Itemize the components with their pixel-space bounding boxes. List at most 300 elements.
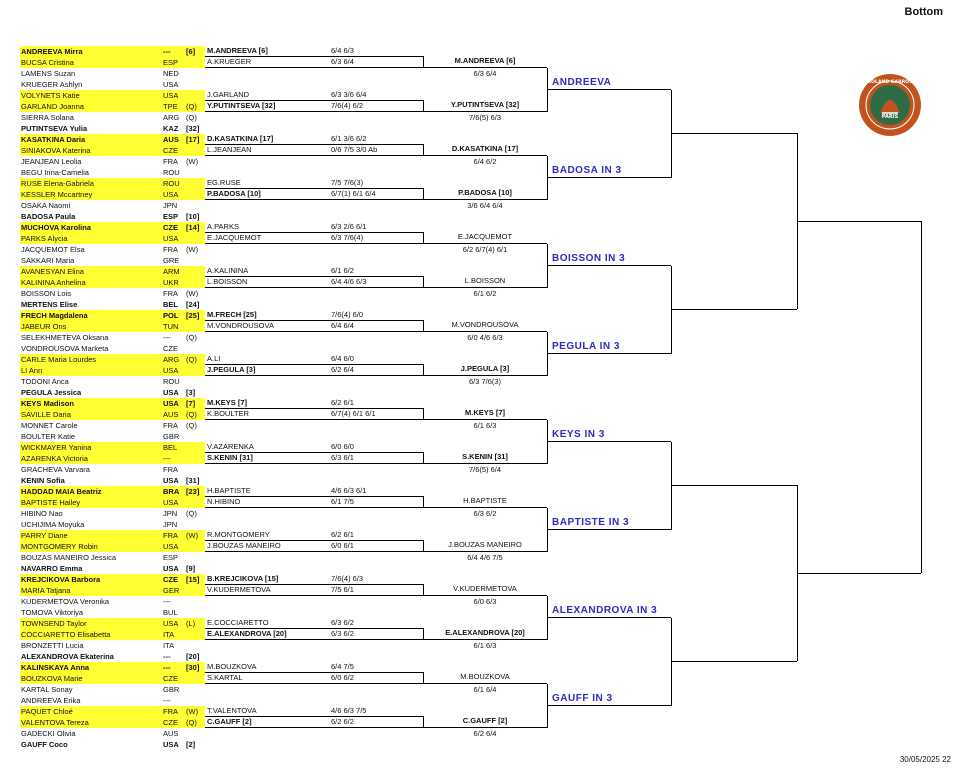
svg-text:PARIS: PARIS [881, 114, 899, 120]
player-name: GARLAND Joanna [21, 102, 84, 111]
player-row [20, 79, 205, 90]
player-seed: (Q) [186, 718, 197, 727]
player-country: CZE [163, 344, 178, 353]
player-name: ANDREEVA Mirra [21, 47, 83, 56]
player-name: RUSE Elena-Gabriela [21, 179, 94, 188]
player-seed: (Q) [186, 355, 197, 364]
player-country: USA [163, 388, 179, 397]
r2-score: 6/2 6/7(4) 6/1 [462, 245, 508, 254]
r1-top-score: 4/6 6/3 6/1 [331, 486, 367, 495]
player-country: JPN [163, 520, 178, 529]
r2-winner-line [423, 584, 547, 596]
r1-bottom-score: 6/1 7/5 [331, 497, 354, 506]
r1-top-line [205, 530, 423, 541]
player-row [20, 563, 205, 574]
r3-connector [671, 266, 672, 354]
player-country: ARM [163, 267, 180, 276]
r2-winner: M.BOUZKOVA [460, 672, 510, 681]
r1-bottom-score: 6/3 6/1 [331, 453, 354, 462]
r1-match [205, 90, 423, 134]
r1-top-line [205, 442, 423, 453]
player-row [20, 321, 205, 332]
player-name: KARTAL Sonay [21, 685, 73, 694]
r1-match [205, 574, 423, 618]
r2-score: 6/0 4/6 6/3 [467, 333, 503, 342]
r1-match [205, 46, 423, 90]
player-country: ROU [163, 168, 180, 177]
player-row [20, 695, 205, 706]
player-row [20, 46, 205, 57]
player-country: CZE [163, 575, 178, 584]
player-name: MONNET Carole [21, 421, 78, 430]
r2-winner-line [423, 364, 547, 376]
r2-winner-line [423, 628, 547, 640]
player-country: --- [163, 696, 171, 705]
player-country: GBR [163, 432, 180, 441]
player-row [20, 706, 205, 717]
player-name: WICKMAYER Yanina [21, 443, 92, 452]
r1-bottom-score: 7/5 6/1 [331, 585, 354, 594]
r1-top-score: 4/6 6/3 7/5 [331, 706, 367, 715]
qf-line [671, 661, 797, 662]
r1-top-line [205, 90, 423, 101]
player-country: CZE [163, 718, 178, 727]
player-name: PARRY Diane [21, 531, 68, 540]
player-row [20, 442, 205, 453]
r1-bottom-score: 6/7(1) 6/1 6/4 [331, 189, 376, 198]
r1-bottom-player: S.KENIN [31] [207, 453, 253, 462]
r3-winner-line [547, 339, 671, 354]
player-country: NED [163, 69, 179, 78]
player-row [20, 288, 205, 299]
player-name: SELEKHMETEVA Oksana [21, 333, 109, 342]
player-country: USA [163, 234, 179, 243]
player-country: USA [163, 542, 179, 551]
qf-line [671, 133, 797, 134]
player-name: JABEUR Ons [21, 322, 67, 331]
player-name: BOULTER Katie [21, 432, 76, 441]
player-country: TUN [163, 322, 179, 331]
player-name: BRONZETTI Lucia [21, 641, 84, 650]
r2-winner-line [423, 188, 547, 200]
player-name: PEGULA Jessica [21, 388, 82, 397]
player-row [20, 453, 205, 464]
r2-winner-line [423, 408, 547, 420]
player-seed: (L) [186, 619, 196, 628]
r1-top-line [205, 486, 423, 497]
r1-bottom-line [205, 321, 423, 332]
player-name: AZARENKA Victoria [21, 454, 88, 463]
player-seed: [3] [186, 388, 196, 397]
player-seed: (W) [186, 707, 199, 716]
player-country: USA [163, 498, 179, 507]
r1-top-line [205, 618, 423, 629]
player-name: COCCIARETTO Elisabetta [21, 630, 111, 639]
r1-top-score: 6/0 6/0 [331, 442, 354, 451]
player-name: KENIN Sofia [21, 476, 65, 485]
sf-line [797, 573, 921, 574]
r1-bottom-line [205, 717, 423, 728]
player-row [20, 233, 205, 244]
player-row [20, 552, 205, 563]
player-name: KALINSKAYA Anna [21, 663, 90, 672]
r1-top-score: 6/4 6/0 [331, 354, 354, 363]
player-country: GBR [163, 685, 180, 694]
first-round-player-list [20, 46, 205, 750]
player-name: ANDREEVA Erika [21, 696, 81, 705]
r1-top-score: 6/3 2/6 6/1 [331, 222, 367, 231]
r1-match [205, 178, 423, 222]
player-country: USA [163, 740, 179, 749]
r1-top-score: 6/4 7/5 [331, 662, 354, 671]
r1-top-score: 6/2 6/1 [331, 530, 354, 539]
player-name: VALENTOVA Tereza [21, 718, 89, 727]
player-country: ARG [163, 113, 180, 122]
player-seed: [14] [186, 223, 200, 232]
player-name: BEGU Irina-Camelia [21, 168, 89, 177]
player-country: BUL [163, 608, 178, 617]
r1-bottom-player: J.BOUZAS MANEIRO [207, 541, 281, 550]
r3-winner: BAPTISTE IN 3 [552, 517, 630, 528]
player-name: VOLYNETS Katie [21, 91, 80, 100]
player-name: BUCSA Cristina [21, 58, 74, 67]
r3-connector [671, 442, 672, 530]
player-country: --- [163, 333, 171, 342]
r1-top-player: T.VALENTOVA [207, 706, 257, 715]
player-row [20, 354, 205, 365]
player-row [20, 376, 205, 387]
player-row [20, 673, 205, 684]
player-name: PARKS Alycia [21, 234, 68, 243]
r1-top-score: 6/1 6/2 [331, 266, 354, 275]
r1-bottom-line [205, 277, 423, 288]
r1-top-line [205, 310, 423, 321]
r1-bottom-score: 6/3 6/4 [331, 57, 354, 66]
r1-top-line [205, 178, 423, 189]
r1-bottom-player: S.KARTAL [207, 673, 243, 682]
r1-match [205, 530, 423, 574]
r1-bottom-score: 6/7(4) 6/1 6/1 [331, 409, 376, 418]
player-name: AVANESYAN Elina [21, 267, 84, 276]
player-country: ROU [163, 377, 180, 386]
r1-top-player: D.KASATKINA [17] [207, 134, 274, 143]
player-row [20, 299, 205, 310]
r2-winner-line [423, 320, 547, 332]
player-row [20, 431, 205, 442]
qf-line [671, 485, 797, 486]
r2-score: 6/2 6/4 [473, 729, 497, 738]
player-name: SAVILLE Daria [21, 410, 71, 419]
player-seed: (Q) [186, 509, 197, 518]
player-name: BAPTISTE Hailey [21, 498, 81, 507]
player-seed: [31] [186, 476, 200, 485]
r1-bottom-line [205, 629, 423, 640]
r1-bottom-player: N.HIBINO [207, 497, 241, 506]
r2-score: 3/6 6/4 6/4 [467, 201, 503, 210]
player-name: BOISSON Lois [21, 289, 72, 298]
r1-bottom-player: V.KUDERMETOVA [207, 585, 271, 594]
r1-match [205, 618, 423, 662]
r1-match [205, 354, 423, 398]
player-seed: [7] [186, 399, 196, 408]
player-row [20, 475, 205, 486]
player-name: KRUEGER Ashlyn [21, 80, 83, 89]
player-country: FRA [163, 421, 178, 430]
svg-text:ROLAND GARROS: ROLAND GARROS [867, 80, 913, 85]
player-country: ITA [163, 630, 175, 639]
player-country: ARG [163, 355, 180, 364]
player-country: BEL [163, 300, 178, 309]
player-name: JEANJEAN Leolia [21, 157, 82, 166]
r1-top-player: A.LI [207, 354, 221, 363]
player-seed: [17] [186, 135, 200, 144]
r3-winner-line [547, 603, 671, 618]
player-name: KEYS Madison [21, 399, 74, 408]
r2-winner: V.KUDERMETOVA [453, 584, 517, 593]
player-name: JACQUEMOT Elsa [21, 245, 85, 254]
player-country: BEL [163, 443, 178, 452]
page-header: Bottom [904, 6, 943, 18]
r2-winner: C.GAUFF [2] [462, 716, 508, 725]
r1-top-score: 6/2 6/1 [331, 398, 354, 407]
r2-score: 6/3 6/2 [473, 509, 497, 518]
r2-winner: M.KEYS [7] [464, 408, 505, 417]
player-row [20, 420, 205, 431]
player-country: GRE [163, 256, 180, 265]
player-country: ESP [163, 212, 179, 221]
player-row [20, 167, 205, 178]
r1-bottom-line [205, 585, 423, 596]
player-name: NAVARRO Emma [21, 564, 83, 573]
r2-winner-line [423, 672, 547, 684]
player-row [20, 717, 205, 728]
r1-top-line [205, 574, 423, 585]
player-row [20, 585, 205, 596]
player-row [20, 684, 205, 695]
player-seed: [6] [186, 47, 196, 56]
player-name: UCHIJIMA Moyuka [21, 520, 85, 529]
r1-top-score: 7/6(4) 6/3 [331, 574, 364, 583]
player-name: GAUFF Coco [21, 740, 68, 749]
player-seed: [15] [186, 575, 200, 584]
player-name: KREJCIKOVA Barbora [21, 575, 101, 584]
player-country: USA [163, 564, 179, 573]
r3-winner: BADOSA IN 3 [552, 165, 622, 176]
player-seed: (Q) [186, 410, 197, 419]
player-country: UKR [163, 278, 179, 287]
player-name: BOUZAS MANEIRO Jessica [21, 553, 117, 562]
r1-match [205, 706, 423, 750]
player-name: KESSLER Mccartney [21, 190, 93, 199]
r2-winner: J.PEGULA [3] [460, 364, 510, 373]
r1-bottom-player: A.KRUEGER [207, 57, 252, 66]
r3-winner-line [547, 163, 671, 178]
sf-connector [921, 221, 922, 573]
player-country: --- [163, 597, 171, 606]
player-seed: (W) [186, 245, 199, 254]
r1-top-player: M.BOUZKOVA [207, 662, 257, 671]
r1-bottom-line [205, 409, 423, 420]
r1-match [205, 398, 423, 442]
player-seed: (W) [186, 531, 199, 540]
player-row [20, 145, 205, 156]
player-seed: (Q) [186, 421, 197, 430]
r1-bottom-score: 6/4 4/6 6/3 [331, 277, 367, 286]
player-row [20, 68, 205, 79]
r1-bottom-line [205, 145, 423, 156]
r2-score: 6/4 4/6 7/5 [467, 553, 503, 562]
r1-bottom-score: 0/6 7/5 3/0 Ab [331, 145, 378, 154]
player-country: AUS [163, 410, 179, 419]
player-row [20, 508, 205, 519]
player-name: PUTINTSEVA Yulia [21, 124, 88, 133]
player-country: FRA [163, 289, 178, 298]
r2-score: 6/0 6/3 [473, 597, 497, 606]
r2-winner-line [423, 276, 547, 288]
r1-top-line [205, 222, 423, 233]
player-row [20, 629, 205, 640]
player-country: JPN [163, 509, 178, 518]
r3-winner-line [547, 251, 671, 266]
r1-top-player: E.COCCIARETTO [207, 618, 269, 627]
r1-bottom-player: K.BOULTER [207, 409, 249, 418]
player-row [20, 244, 205, 255]
player-row [20, 497, 205, 508]
player-name: LI Ann [21, 366, 43, 375]
r2-score: 7/6(5) 6/4 [468, 465, 502, 474]
r1-top-player: M.FRECH [25] [207, 310, 257, 319]
qf-line [671, 309, 797, 310]
r1-bottom-score: 6/3 6/2 [331, 629, 354, 638]
player-row [20, 255, 205, 266]
player-seed: [2] [186, 740, 196, 749]
player-seed: [23] [186, 487, 200, 496]
r1-top-player: EG.RUSE [207, 178, 241, 187]
r2-score: 6/1 6/2 [473, 289, 497, 298]
player-name: MONTGOMERY Robin [21, 542, 98, 551]
r3-connector [671, 90, 672, 178]
player-name: SINIAKOVA Katerina [21, 146, 91, 155]
r1-match [205, 310, 423, 354]
player-country: --- [163, 47, 171, 56]
r1-top-player: A.KALININA [207, 266, 249, 275]
r2-score: 6/1 6/3 [473, 421, 497, 430]
player-row [20, 607, 205, 618]
player-country: GER [163, 586, 180, 595]
r1-top-line [205, 706, 423, 717]
r3-winner-line [547, 691, 671, 706]
player-name: ALEXANDROVA Ekaterina [21, 652, 114, 661]
r1-match [205, 662, 423, 706]
r2-winner: L.BOISSON [464, 276, 506, 285]
r1-bottom-line [205, 233, 423, 244]
player-row [20, 574, 205, 585]
player-row [20, 178, 205, 189]
r1-top-score: 6/3 3/6 6/4 [331, 90, 367, 99]
player-row [20, 739, 205, 750]
r1-bottom-line [205, 57, 423, 68]
player-row [20, 640, 205, 651]
r1-top-player: A.PARKS [207, 222, 239, 231]
player-country: FRA [163, 531, 178, 540]
player-country: JPN [163, 201, 178, 210]
r1-top-player: H.BAPTISTE [207, 486, 251, 495]
r2-score: 6/3 6/4 [473, 69, 497, 78]
player-row [20, 486, 205, 497]
player-row [20, 332, 205, 343]
player-row [20, 343, 205, 354]
r1-top-score: 6/3 6/2 [331, 618, 354, 627]
player-name: BADOSA Paula [21, 212, 76, 221]
player-name: LAMENS Suzan [21, 69, 76, 78]
player-row [20, 409, 205, 420]
r1-top-score: 6/4 6/3 [331, 46, 354, 55]
r2-score: 6/3 7/6(3) [468, 377, 502, 386]
player-seed: (Q) [186, 102, 197, 111]
r3-winner-line [547, 515, 671, 530]
r1-bottom-player: E.JACQUEMOT [207, 233, 262, 242]
player-country: USA [163, 80, 179, 89]
player-country: BRA [163, 487, 180, 496]
player-seed: (Q) [186, 113, 197, 122]
r1-bottom-line [205, 453, 423, 464]
r1-bottom-player: P.BADOSA [10] [207, 189, 261, 198]
r1-bottom-player: Y.PUTINTSEVA [32] [207, 101, 276, 110]
player-row [20, 200, 205, 211]
r1-bottom-line [205, 189, 423, 200]
r2-winner-line [423, 540, 547, 552]
player-name: GADECKI Olivia [21, 729, 76, 738]
r3-winner: PEGULA IN 3 [552, 341, 620, 352]
player-name: BOUZKOVA Marie [21, 674, 83, 683]
player-name: MERTENS Elise [21, 300, 78, 309]
player-seed: [20] [186, 652, 200, 661]
r1-top-player: M.KEYS [7] [207, 398, 248, 407]
player-row [20, 662, 205, 673]
player-row [20, 530, 205, 541]
r3-winner: BOISSON IN 3 [552, 253, 626, 264]
r3-winner-line [547, 427, 671, 442]
r1-bottom-score: 6/2 6/2 [331, 717, 354, 726]
player-row [20, 519, 205, 530]
r1-bottom-player: E.ALEXANDROVA [20] [207, 629, 287, 638]
player-row [20, 189, 205, 200]
player-country: USA [163, 399, 179, 408]
player-country: --- [163, 652, 171, 661]
player-name: OSAKA Naomi [21, 201, 71, 210]
player-seed: [9] [186, 564, 196, 573]
player-country: FRA [163, 465, 178, 474]
player-name: KALININA Anhelina [21, 278, 86, 287]
r1-top-score: 7/5 7/6(3) [331, 178, 364, 187]
r2-winner: M.ANDREEVA [6] [454, 56, 516, 65]
player-country: KAZ [163, 124, 179, 133]
player-name: MUCHOVA Karolina [21, 223, 92, 232]
r2-winner: E.JACQUEMOT [457, 232, 513, 241]
player-country: CZE [163, 146, 178, 155]
r1-bottom-score: 6/0 6/2 [331, 673, 354, 682]
player-row [20, 365, 205, 376]
player-country: USA [163, 91, 179, 100]
player-row [20, 123, 205, 134]
r1-top-score: 6/1 3/6 6/2 [331, 134, 367, 143]
player-row [20, 596, 205, 607]
r3-winner: ANDREEVA [552, 77, 612, 88]
player-name: CARLE Maria Lourdes [21, 355, 97, 364]
r2-winner-line [423, 452, 547, 464]
player-row [20, 541, 205, 552]
player-row [20, 618, 205, 629]
